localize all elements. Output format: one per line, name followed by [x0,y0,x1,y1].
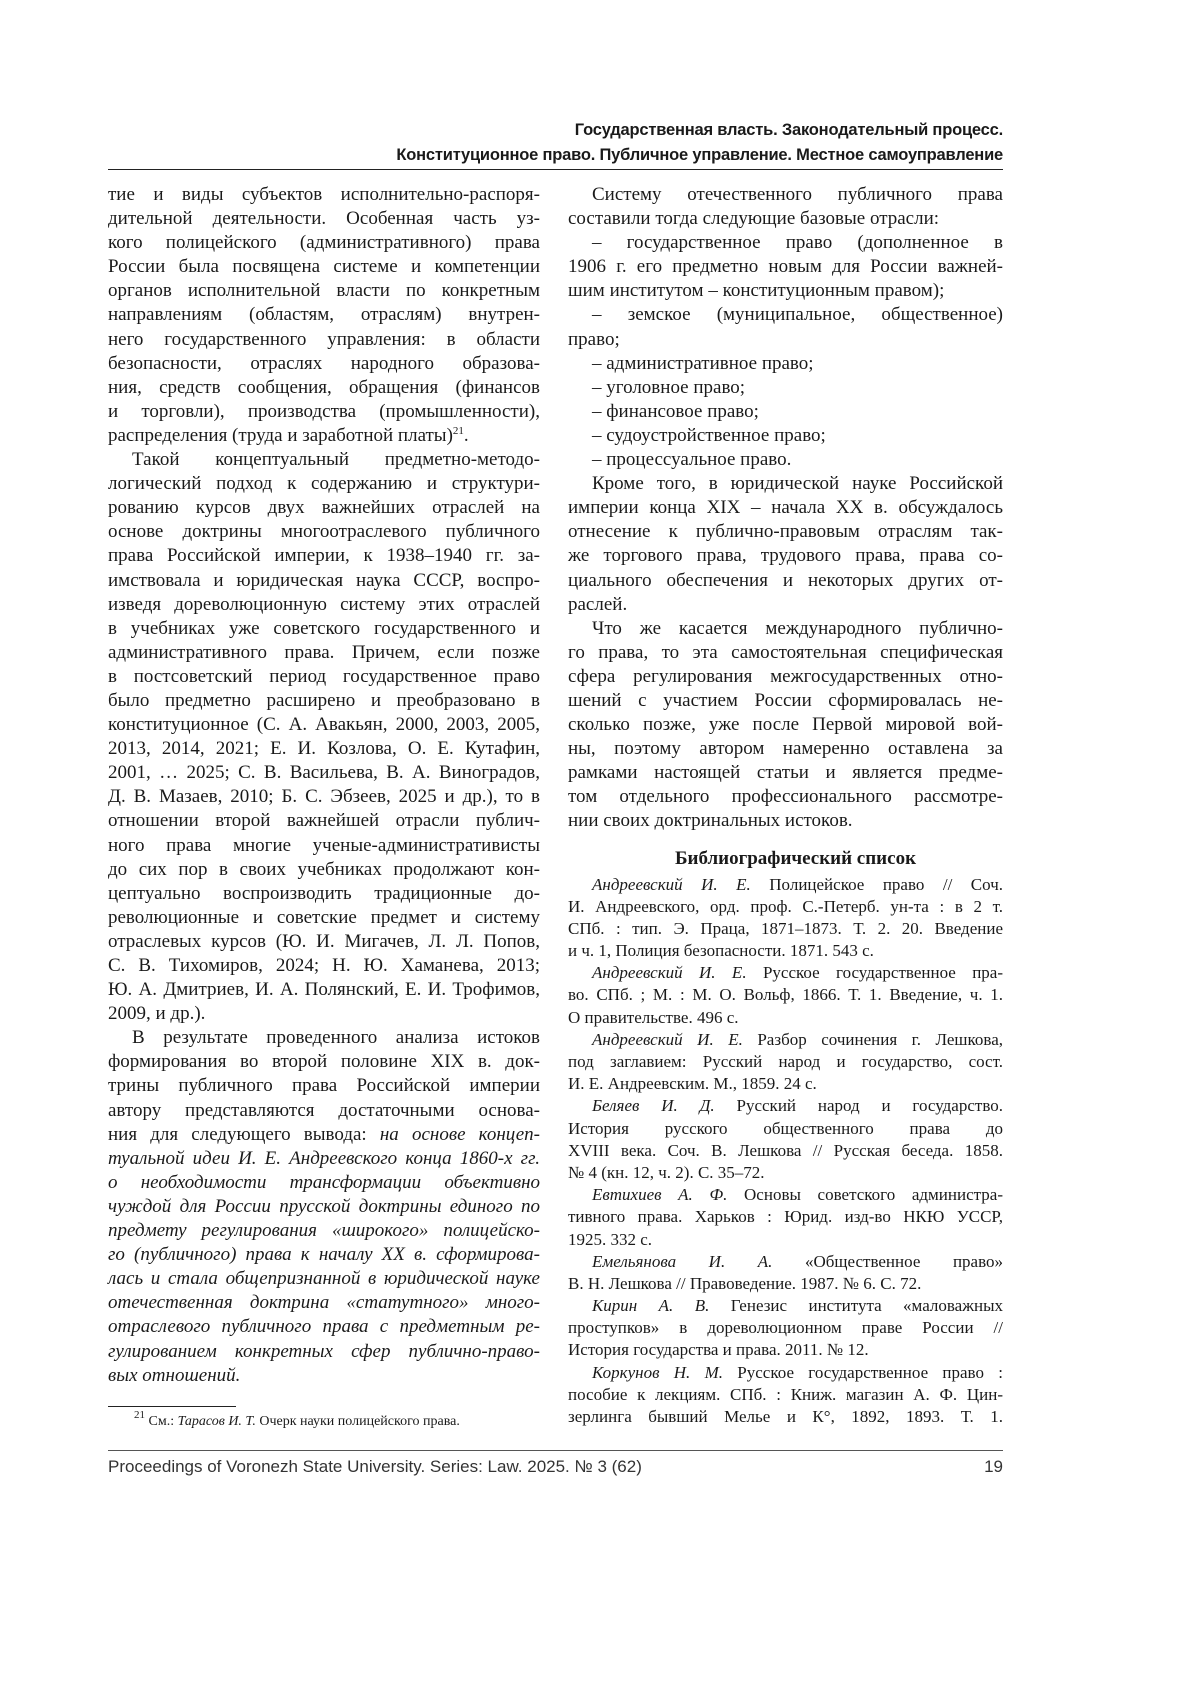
italic-text: Евтихиев А. Ф. [592,1185,727,1204]
text-line [108,1243,540,1267]
text-line [108,1123,540,1147]
text-span: Русское государственное пра- [747,963,1003,982]
right-column [568,183,1003,1428]
text-line: – государственное право (дополненное в [568,231,1003,255]
text-line: логический подход к содержанию и структури- [108,472,540,496]
text-line [108,424,540,448]
paragraph [568,183,1003,231]
text-line: в учебниках уже советского государственного и [108,617,540,641]
italic-text: чуждой для России прусской доктрины единого по [108,1196,540,1217]
text-line [568,1406,1003,1428]
text-line [568,1029,1003,1051]
text-line: № 4 (кн. 12, ч. 2). С. 35–72. [568,1162,1003,1184]
text-line: формирования во второй половине XIX в. док- [108,1050,540,1074]
text-line: – земское (муниципальное, общественное) [568,303,1003,327]
italic-text: Коркунов Н. М. [592,1363,723,1382]
text-line: основе доктрины многоотраслевого публичного [108,520,540,544]
text-line: Д. В. Мазаев, 2010; Б. С. Эбзеев, 2025 и др.), то в [108,785,540,809]
text-span: распределения (труда и заработной платы) [108,425,453,446]
text-line: – процессуальное право. [568,448,1003,472]
text-line: Кроме того, в юридической науке Российской [568,472,1003,496]
text-line: ния, средств сообщения, обращения (финансов [108,376,540,400]
text-line: О правительстве. 496 с. [568,1007,1003,1029]
text-line: раслей. [568,593,1003,617]
text-line: том отдельного профессионального рассмотре- [568,785,1003,809]
italic-text: лась и стала общепризнанной в юридической науке [108,1268,540,1289]
paragraph [568,424,1003,448]
text-line: цептуально воспроизводить традиционные до- [108,882,540,906]
text-line: рованию курсов двух важнейших отраслей на [108,496,540,520]
text-line: – административное право; [568,352,1003,376]
text-line: XVIII века. Соч. В. Лешкова // Русская беседа. 1858. [568,1140,1003,1162]
text-line: имствовала и юридическая наука СССР, воспро- [108,569,540,593]
text-line: направлениям (областям, отраслям) внутрен- [108,303,540,327]
text-line: СПб. : тип. Э. Праца, 1871–1873. Т. 2. 20. Введение [568,918,1003,940]
text-line: и торговли), производства (промышленности), [108,400,540,424]
footnote-rule [108,1406,236,1407]
text-line: конституционное (С. А. Авакьян, 2000, 2003, 2005, [108,713,540,737]
text-span: ния для следующего вывода: [108,1124,380,1145]
text-line: дительной деятельности. Особенная часть уз- [108,207,540,231]
italic-text: гулированием конкретных сфер публично-право- [108,1341,540,1362]
page-number: 19 [984,1457,1003,1477]
left-column [108,183,540,1388]
bibliography-entry [568,1184,1003,1251]
paragraph [568,400,1003,424]
text-line: ного права многие ученые-административисты [108,834,540,858]
footer-rule [108,1450,1003,1451]
italic-text: туальной идеи И. Е. Андреевского конца 1860-х гг. [108,1148,540,1169]
text-line: трины публичного права Российской империи [108,1074,540,1098]
bibliography-entry [568,1095,1003,1184]
bibliography-list [568,874,1003,1429]
text-line [108,1340,540,1364]
text-line: органов исполнительной власти по конкретным [108,279,540,303]
text-span: «Общественное право» [772,1252,1003,1271]
text-line: империи конца XIX – начала XX в. обсуждалось [568,496,1003,520]
text-line: автору представляются достаточными основа- [108,1099,540,1123]
text-line [568,874,1003,896]
text-line: революционные и советские предмет и систему [108,906,540,930]
italic-text: о необходимости трансформации объективно [108,1172,540,1193]
footnote-text: См.: [145,1414,178,1429]
running-header-line1: Государственная власть. Законодательный процесс. [575,121,1003,140]
footnote-number: 21 [134,1409,145,1421]
paragraph [568,352,1003,376]
text-line: В результате проведенного анализа истоков [108,1026,540,1050]
text-span: зерлинга бывший Мелье и К°, 1892, 1893. Т. 1. [568,1407,1003,1426]
text-line: до сих пор в своих учебниках продолжают кон- [108,858,540,882]
text-line [568,1295,1003,1317]
text-line: рамками настоящей статьи и является предме- [568,761,1003,785]
text-line: право; [568,328,1003,352]
text-line: 2013, 2014, 2021; Е. И. Козлова, О. Е. Кутафин, [108,737,540,761]
running-header-line2: Конституционное право. Публичное управление. Местное самоуправление [396,146,1003,165]
text-line [108,1195,540,1219]
italic-text: го (публичного) права к началу XX в. сформирова- [108,1244,540,1265]
text-line: сколько позже, уже после Первой мировой вой- [568,713,1003,737]
italic-text: Андреевский И. Е. [592,1030,743,1049]
italic-text: предмету регулирования «широкого» полицейско- [108,1220,540,1241]
text-line: же торгового права, трудового права, права со- [568,544,1003,568]
text-span: Русское государственное право : [723,1363,1003,1382]
paragraph [568,617,1003,834]
text-line: изведя дореволюционную систему этих отраслей [108,593,540,617]
text-line: И. Андреевского, орд. проф. С.-Петерб. ун-та : в 2 т. [568,896,1003,918]
text-line: административного права. Причем, если позже [108,641,540,665]
text-line: тие и виды субъектов исполнительно-распоря- [108,183,540,207]
text-line [568,1095,1003,1117]
bibliography-entry [568,874,1003,963]
text-line: 1906 г. его предметно новым для России важней- [568,255,1003,279]
text-line: 2009, и др.). [108,1002,540,1026]
text-line [108,1147,540,1171]
text-line [108,1219,540,1243]
paragraph [568,231,1003,303]
bibliography-entry [568,1362,1003,1429]
text-line [108,1315,540,1339]
text-line [108,1267,540,1291]
text-line: отраслевых курсов (Ю. И. Мигачев, Л. Л. Попов, [108,930,540,954]
text-line: шим институтом – конституционным правом); [568,279,1003,303]
bibliography-entry [568,1029,1003,1096]
text-line: Систему отечественного публичного права [568,183,1003,207]
text-line: отнесение к публично-правовым отраслям так- [568,520,1003,544]
text-line: отношении второй важнейшей отрасли публич- [108,809,540,833]
text-span: Русский народ и государство. [715,1096,1003,1115]
bibliography-entry [568,962,1003,1029]
paragraph [108,448,540,1026]
text-line: В. Н. Лешкова // Правоведение. 1987. № 6. С. 72. [568,1273,1003,1295]
text-line: во. СПб. ; М. : М. О. Вольф, 1866. Т. 1. Введение, ч. 1. [568,984,1003,1006]
italic-text: отечественная доктрина «статутного» много- [108,1292,540,1313]
paragraph [568,376,1003,400]
italic-text: Емельянова И. А. [592,1252,772,1271]
text-span: . [464,425,469,446]
text-line [568,1362,1003,1384]
text-line: права Российской империи, к 1938–1940 гг. за- [108,544,540,568]
text-line: Ю. А. Дмитриев, И. А. Полянский, Е. И. Трофимов, [108,978,540,1002]
text-line [108,1291,540,1315]
text-line: пособие к лекциям. СПб. : Книж. магазин А. Ф. Цин- [568,1384,1003,1406]
text-line [108,1364,540,1388]
bibliography-entry [568,1295,1003,1362]
text-span: Полицейское право // Соч. [751,875,1003,894]
paragraph [568,303,1003,351]
text-line: него государственного управления: в области [108,328,540,352]
bibliography-entry [568,1251,1003,1295]
text-line: 2001, … 2025; С. В. Васильева, В. А. Виноградов, [108,761,540,785]
italic-text: Кирин А. В. [592,1296,709,1315]
paragraph [108,183,540,448]
text-line: нии своих доктринальных истоков. [568,809,1003,833]
text-line [568,962,1003,984]
text-line [568,1251,1003,1273]
text-line: циального обеспечения и некоторых других от- [568,569,1003,593]
text-line: России была посвящена системе и компетенции [108,255,540,279]
footnote-ref: 21 [453,425,464,437]
text-line: и ч. 1, Полиция безопасности. 1871. 543 с. [568,940,1003,962]
text-span: Разбор сочинения г. Лешкова, [743,1030,1003,1049]
text-line [568,1184,1003,1206]
footnote [108,1414,540,1430]
text-line: ны, поэтому автором намеренно оставлена за [568,737,1003,761]
text-line: 1925. 332 с. [568,1229,1003,1251]
text-line: Что же касается международного публично- [568,617,1003,641]
text-line: История русского общественного права до [568,1118,1003,1140]
italic-text: Андреевский И. Е. [592,963,747,982]
text-line: под заглавием: Русский народ и государство, сост. [568,1051,1003,1073]
header-rule [108,169,1003,170]
italic-text: Андреевский И. Е. [592,875,751,894]
italic-text: Беляев И. Д. [592,1096,715,1115]
text-line: – финансовое право; [568,400,1003,424]
footnote-author: Тарасов И. Т. [178,1414,256,1429]
text-line: Такой концептуальный предметно-методо- [108,448,540,472]
text-line: сфера регулирования межгосударственных отно- [568,665,1003,689]
text-line: было предметно расширено и преобразовано в [108,689,540,713]
paragraph [108,1026,540,1387]
footnote-title: Очерк науки полицейского права. [256,1414,460,1429]
bibliography-heading: Библиографический список [568,847,1003,871]
text-line: И. Е. Андреевским. М., 1859. 24 с. [568,1073,1003,1095]
text-line: – судоустройственное право; [568,424,1003,448]
text-line: тивного права. Харьков : Юрид. изд-во НКЮ УССР, [568,1206,1003,1228]
paragraph [568,472,1003,617]
text-line: История государства и права. 2011. № 12. [568,1339,1003,1361]
text-span: Основы советского администра- [727,1185,1003,1204]
italic-text: отраслевого публичного права с предметным ре- [108,1316,540,1337]
italic-text: вых отношений. [108,1365,240,1386]
text-line: – уголовное право; [568,376,1003,400]
text-line: безопасности, отраслях народного образова- [108,352,540,376]
text-line [108,1171,540,1195]
text-line: в постсоветский период государственное право [108,665,540,689]
text-line: проступков» в дореволюционном праве России // [568,1317,1003,1339]
text-line: С. В. Тихомиров, 2024; Н. Ю. Хаманева, 2013; [108,954,540,978]
right-column-body [568,183,1003,834]
text-line: кого полицейского (административного) права [108,231,540,255]
text-span: Генезис института «маловажных [709,1296,1003,1315]
text-line: го права, то эта самостоятельная специфическая [568,641,1003,665]
paragraph [568,448,1003,472]
footer-journal: Proceedings of Voronezh State University. Series: Law. 2025. № 3 (62) [108,1457,642,1477]
italic-text: на основе концеп- [380,1124,540,1145]
text-line: шений с участием России сформировалась не- [568,689,1003,713]
text-line: составили тогда следующие базовые отрасли: [568,207,1003,231]
